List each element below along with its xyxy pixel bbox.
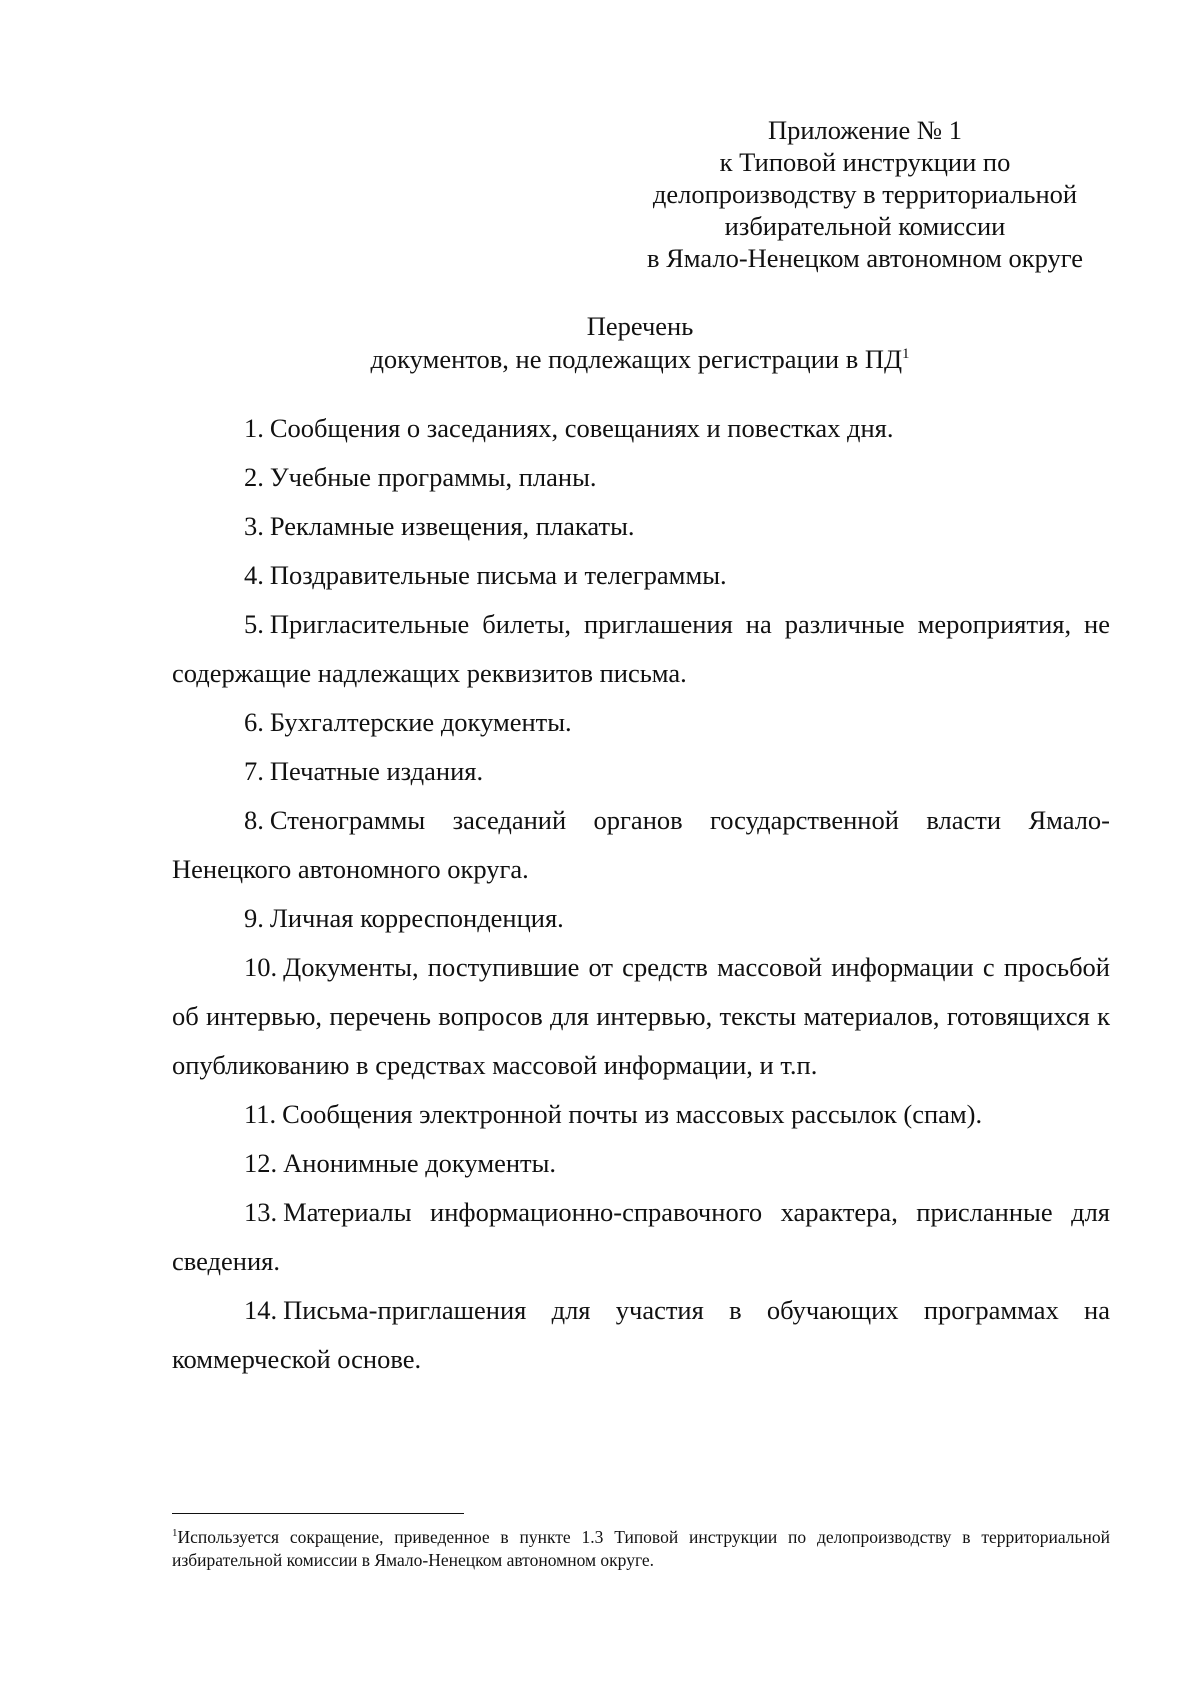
item-number: 1. bbox=[244, 413, 264, 443]
item-number: 14. bbox=[244, 1295, 278, 1325]
appendix-line: к Типовой инструкции по bbox=[719, 147, 1011, 177]
item-text: Сообщения электронной почты из массовых рассылок (спам). bbox=[282, 1099, 983, 1129]
list-item bbox=[172, 600, 1110, 698]
item-number: 2. bbox=[244, 462, 264, 492]
item-text: Учебные программы, планы. bbox=[269, 462, 597, 492]
item-text: Пригласительные билеты, приглашения на различные мероприятия, не содержащие надлежащих реквизитов письма. bbox=[172, 609, 1110, 688]
item-text: Документы, поступившие от средств массовой информации с просьбой об интервью, перечень вопросов для интервью, тексты материалов, готовящихся к опубликованию в средствах массовой информации, и т.п. bbox=[172, 952, 1110, 1080]
item-text: Письма-приглашения для участия в обучающих программах на коммерческой основе. bbox=[172, 1295, 1110, 1374]
list-item bbox=[172, 1139, 1110, 1188]
footnote bbox=[172, 1526, 1110, 1572]
list-item bbox=[172, 453, 1110, 502]
list-item bbox=[172, 1286, 1110, 1384]
appendix-line: в Ямало-Ненецком автономном округе bbox=[646, 243, 1084, 273]
item-number: 3. bbox=[244, 511, 264, 541]
item-number: 9. bbox=[244, 903, 264, 933]
list-item bbox=[172, 1090, 1110, 1139]
item-text: Печатные издания. bbox=[269, 756, 484, 786]
document-title bbox=[170, 310, 1110, 376]
list-item bbox=[172, 698, 1110, 747]
item-text: Бухгалтерские документы. bbox=[269, 707, 572, 737]
appendix-line: избирательной комиссии bbox=[724, 211, 1006, 241]
item-text: Материалы информационно-справочного характера, присланные для сведения. bbox=[172, 1197, 1110, 1276]
list-item bbox=[172, 404, 1110, 453]
list-item bbox=[172, 551, 1110, 600]
documents-list bbox=[172, 404, 1110, 1384]
item-number: 7. bbox=[244, 756, 264, 786]
list-item bbox=[172, 796, 1110, 894]
item-text: Личная корреспонденция. bbox=[269, 903, 564, 933]
item-number: 6. bbox=[244, 707, 264, 737]
list-item bbox=[172, 1188, 1110, 1286]
footnote-text: Используется сокращение, приведенное в пункте 1.3 Типовой инструкции по делопроизводству в территориальной избирательной комиссии в Ямало-Ненецком автономном округе. bbox=[172, 1527, 1110, 1570]
item-number: 10. bbox=[244, 952, 278, 982]
item-number: 12. bbox=[244, 1148, 278, 1178]
footnote-reference[interactable]: 1 bbox=[902, 346, 910, 363]
item-text: Сообщения о заседаниях, совещаниях и повестках дня. bbox=[269, 413, 894, 443]
title-line-2 bbox=[170, 343, 1110, 376]
list-item bbox=[172, 502, 1110, 551]
footnote-separator bbox=[172, 1513, 464, 1514]
item-number: 11. bbox=[244, 1099, 277, 1129]
item-text: Поздравительные письма и телеграммы. bbox=[269, 560, 727, 590]
appendix-line: делопроизводству в территориальной bbox=[652, 179, 1078, 209]
appendix-header bbox=[620, 114, 1110, 274]
appendix-line: Приложение № 1 bbox=[767, 115, 962, 145]
item-number: 5. bbox=[244, 609, 264, 639]
list-item bbox=[172, 747, 1110, 796]
item-text: Анонимные документы. bbox=[283, 1148, 557, 1178]
item-text: Стенограммы заседаний органов государственной власти Ямало-Ненецкого автономного округа. bbox=[172, 805, 1110, 884]
item-number: 8. bbox=[244, 805, 264, 835]
title-line-2-text: документов, не подлежащих регистрации в ПД bbox=[370, 344, 903, 374]
list-item bbox=[172, 943, 1110, 1090]
item-number: 4. bbox=[244, 560, 264, 590]
title-line-1: Перечень bbox=[586, 311, 694, 341]
list-item bbox=[172, 894, 1110, 943]
footnote-mark: 1 bbox=[172, 1527, 178, 1540]
item-text: Рекламные извещения, плакаты. bbox=[269, 511, 635, 541]
item-number: 13. bbox=[244, 1197, 278, 1227]
